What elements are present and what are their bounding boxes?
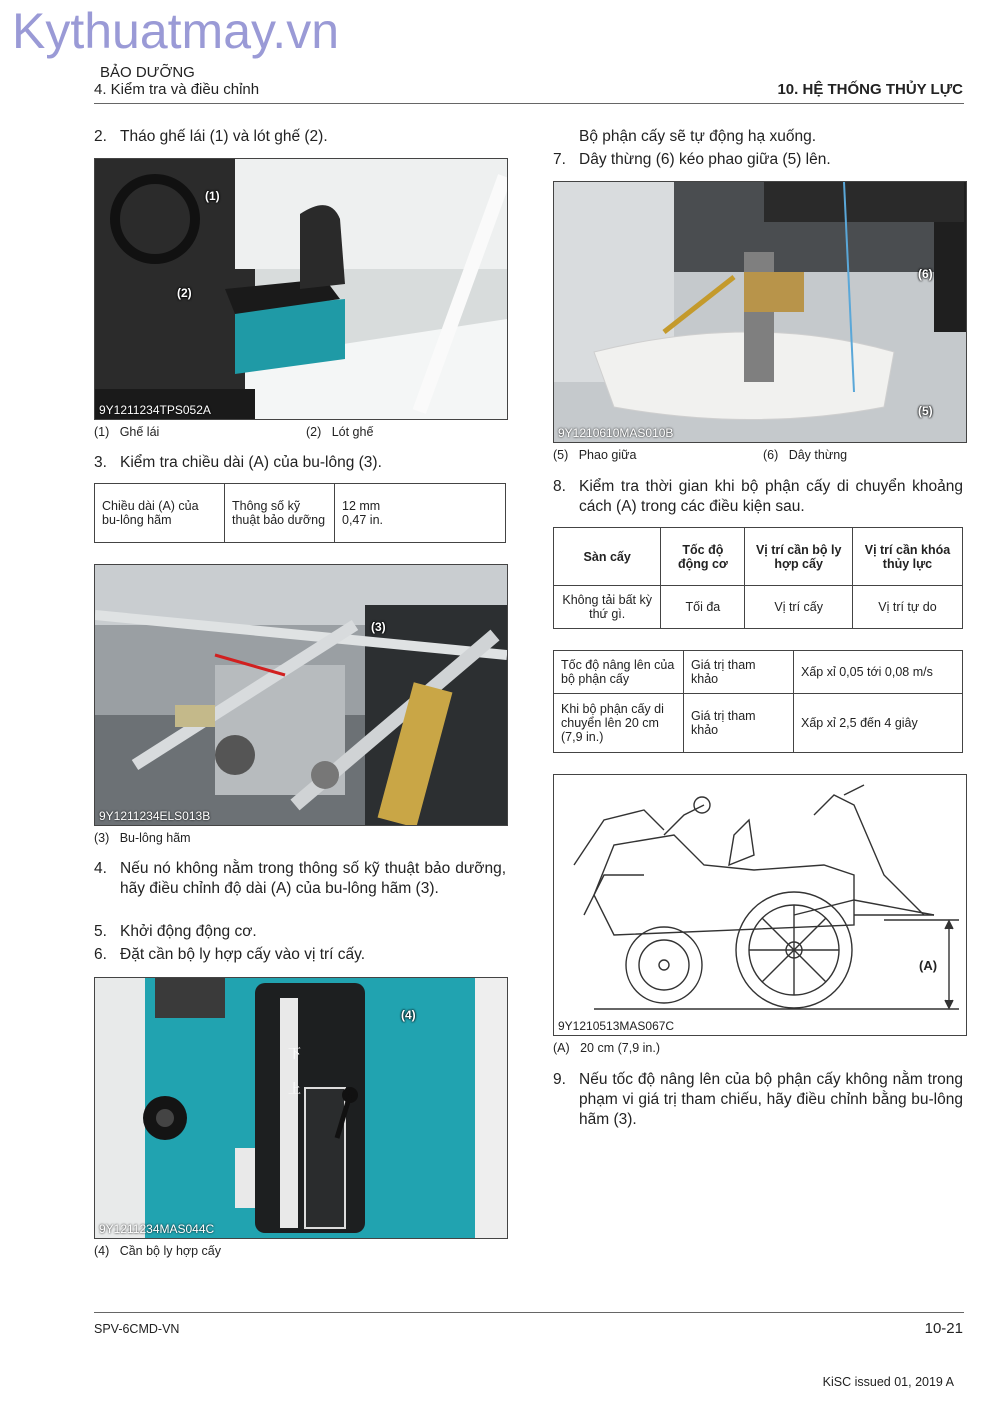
caption-6: (6) Dây thừng	[763, 448, 848, 462]
step-9: 9. Nếu tốc độ nâng lên của bộ phận cấy không nằm trong phạm vi giá trị tham chiếu, hãy điều chỉnh bằng bu-lông hãm (3).	[553, 1071, 963, 1128]
float-photo-graphic	[554, 182, 966, 442]
caption-3: (3) Bu-lông hãm	[94, 831, 191, 845]
photo-lever	[94, 977, 508, 1239]
caption-2: (2) Lót ghế	[306, 425, 374, 439]
chapter-title: 10. HỆ THỐNG THỦY LỰC	[777, 81, 963, 98]
photo-float	[553, 181, 967, 443]
photo-bolt	[94, 564, 508, 826]
step-3: 3. Kiểm tra chiều dài (A) của bu-lông (3).	[94, 454, 382, 471]
table-cell: Xấp xỉ 2,5 đến 4 giây	[794, 693, 963, 752]
table-cell: Xấp xỉ 0,05 tới 0,08 m/s	[794, 651, 963, 694]
table-cell: Vị trí tự do	[852, 586, 962, 629]
photo-code: 9Y1210610MAS010B	[558, 426, 674, 440]
caption-5: (5) Phao giữa	[553, 448, 637, 462]
bolt-photo-graphic	[95, 565, 507, 825]
step-2: 2. Tháo ghế lái (1) và lót ghế (2).	[94, 128, 328, 145]
dimension-a-label: (A)	[919, 958, 938, 973]
photo-code: 9Y1211234MAS044C	[99, 1222, 215, 1236]
caption-1: (1) Ghế lái	[94, 425, 160, 439]
watermark: Kythuatmay.vn	[12, 3, 340, 59]
svg-text:下: 下	[288, 1047, 302, 1062]
callout-1: (1)	[205, 189, 220, 203]
caption-4: (4) Cần bộ ly hợp cấy	[94, 1244, 222, 1258]
col-header: Sàn cấy	[554, 528, 661, 586]
callout-3: (3)	[371, 620, 386, 634]
table-cell: Vị trí cấy	[745, 586, 853, 629]
conditions-table	[553, 527, 963, 629]
spec-type: Thông số kỹ thuật bảo dưỡng	[225, 484, 335, 543]
caption-a: (A) 20 cm (7,9 in.)	[553, 1041, 660, 1055]
issued-note: KiSC issued 01, 2019 A	[822, 1375, 954, 1389]
step-8: 8. Kiểm tra thời gian khi bộ phận cấy di chuyển khoảng cách (A) trong các điều kiện sau.	[553, 478, 963, 515]
photo-code: 9Y1211234ELS013B	[99, 809, 211, 823]
photo-seat	[94, 158, 508, 420]
col-header: Vị trí cần khóa thủy lực	[852, 528, 962, 586]
step-6-continued: Bộ phận cấy sẽ tự động hạ xuống.	[579, 128, 817, 145]
table-row	[554, 651, 963, 694]
photo-code: 9Y1210513MAS067C	[558, 1019, 675, 1033]
callout-2: (2)	[177, 286, 192, 300]
step-6: 6. Đặt cần bộ ly hợp cấy vào vị trí cấy.	[94, 946, 366, 963]
col-header: Tốc độ động cơ	[661, 528, 745, 586]
callout-4: (4)	[401, 1008, 416, 1022]
subsection-title: 4. Kiểm tra và điều chỉnh	[94, 81, 260, 98]
table-cell: Tối đa	[661, 586, 745, 629]
footer-model: SPV-6CMD-VN	[94, 1322, 180, 1336]
callout-6: (6)	[918, 267, 933, 281]
spec-item: Chiều dài (A) của bu-lông hãm	[95, 484, 225, 543]
diagram-machine	[553, 774, 967, 1036]
step-7: 7. Dây thừng (6) kéo phao giữa (5) lên.	[553, 151, 831, 168]
seat-photo-graphic	[95, 159, 507, 419]
step-4: 4. Nếu nó không nằm trong thông số kỹ thuật bảo dưỡng, hãy điều chỉnh độ dài (A) của bu-lông hãm (3).	[94, 860, 506, 897]
page-number: 10-21	[924, 1320, 963, 1337]
table-cell: Không tải bất kỳ thứ gì.	[554, 586, 661, 629]
spec-value: 12 mm 0,47 in.	[335, 484, 506, 543]
section-title: BẢO DƯỠNG	[100, 64, 195, 81]
step-5: 5. Khởi động động cơ.	[94, 923, 257, 940]
table-cell: Giá trị tham khảo	[684, 693, 794, 752]
footer-rule	[94, 1312, 964, 1313]
lever-photo-graphic	[95, 978, 507, 1238]
table-cell: Tốc độ nâng lên của bộ phận cấy	[554, 651, 684, 694]
machine-diagram	[554, 775, 966, 1035]
callout-5: (5)	[918, 404, 933, 418]
col-header: Vị trí cần bộ ly hợp cấy	[745, 528, 853, 586]
reference-table	[553, 650, 963, 753]
header-rule	[94, 103, 964, 104]
svg-text:上: 上	[288, 1082, 302, 1097]
photo-code: 9Y1211234TPS052A	[99, 403, 211, 417]
table-cell: Khi bộ phận cấy di chuyển lên 20 cm (7,9 in.)	[554, 693, 684, 752]
table-cell: Giá trị tham khảo	[684, 651, 794, 694]
spec-table	[94, 483, 506, 543]
table-row	[554, 693, 963, 752]
